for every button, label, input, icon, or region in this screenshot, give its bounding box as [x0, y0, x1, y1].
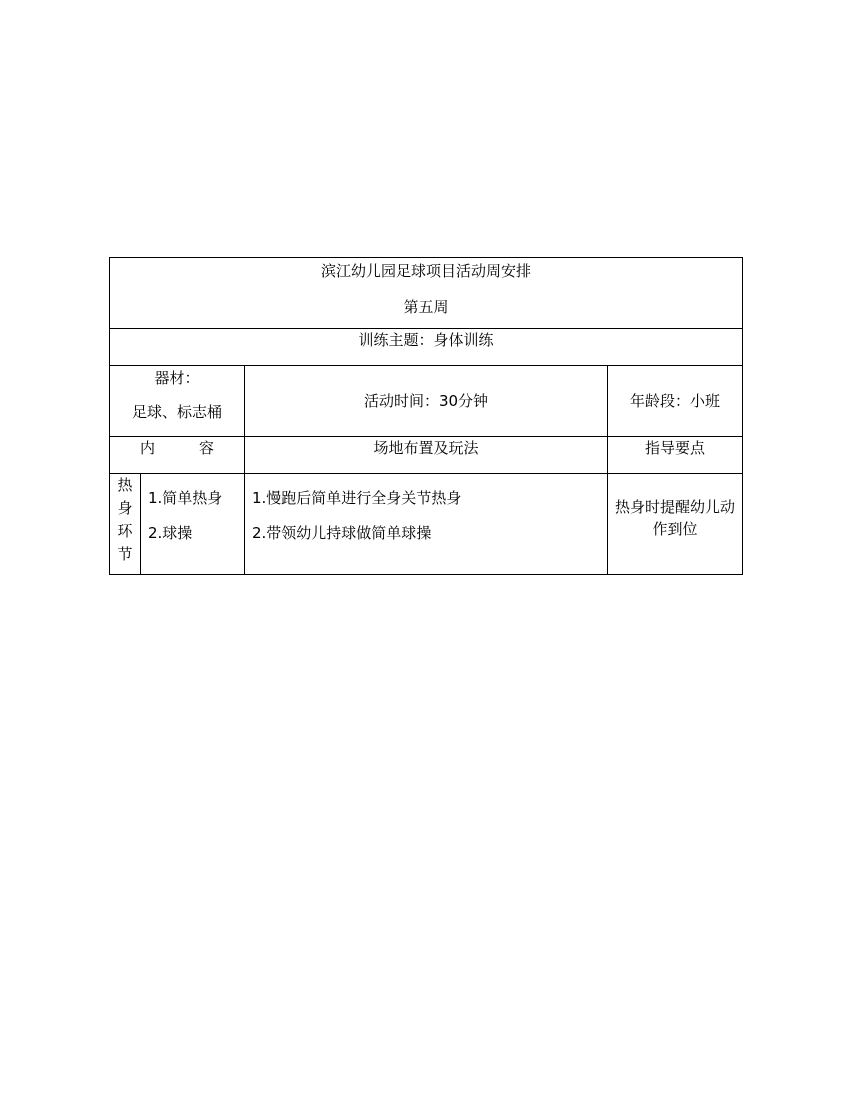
warmup-row — [110, 474, 743, 575]
play-item: 2.带领幼儿持球做简单球操 — [252, 524, 432, 542]
equipment-cell — [110, 366, 245, 437]
week-label: 第五周 — [403, 298, 449, 316]
theme-row — [110, 329, 743, 366]
play-list — [245, 474, 608, 575]
content-header-right: 容 — [199, 439, 215, 457]
title-cell — [110, 258, 743, 329]
content-header — [110, 437, 245, 474]
section-name-char: 环 — [117, 522, 133, 540]
equipment-label: 器材： — [154, 369, 200, 387]
play-item: 1.慢跑后简单进行全身关节热身 — [252, 489, 462, 507]
content-item: 2.球操 — [148, 524, 193, 542]
title-row — [110, 258, 743, 329]
content-item: 1.简单热身 — [148, 489, 223, 507]
section-name-char: 热 — [117, 476, 133, 494]
section-name-char: 节 — [117, 545, 133, 563]
weekly-schedule-table — [109, 257, 743, 575]
training-theme: 训练主题：身体训练 — [110, 329, 743, 366]
key-point: 热身时提醒幼儿动作到位 — [608, 474, 743, 575]
layout-play-header: 场地布置及玩法 — [245, 437, 608, 474]
info-row — [110, 366, 743, 437]
section-name-char: 身 — [117, 499, 133, 517]
document-title: 滨江幼儿园足球项目活动周安排 — [321, 262, 532, 280]
header-row — [110, 437, 743, 474]
activity-time: 活动时间：30分钟 — [245, 366, 608, 437]
key-points-header: 指导要点 — [608, 437, 743, 474]
schedule-table-container — [109, 257, 742, 575]
content-list — [141, 474, 245, 575]
content-header-left: 内 — [139, 439, 155, 457]
section-name — [110, 474, 141, 575]
age-group: 年龄段：小班 — [608, 366, 743, 437]
equipment-items: 足球、标志桶 — [131, 403, 222, 421]
